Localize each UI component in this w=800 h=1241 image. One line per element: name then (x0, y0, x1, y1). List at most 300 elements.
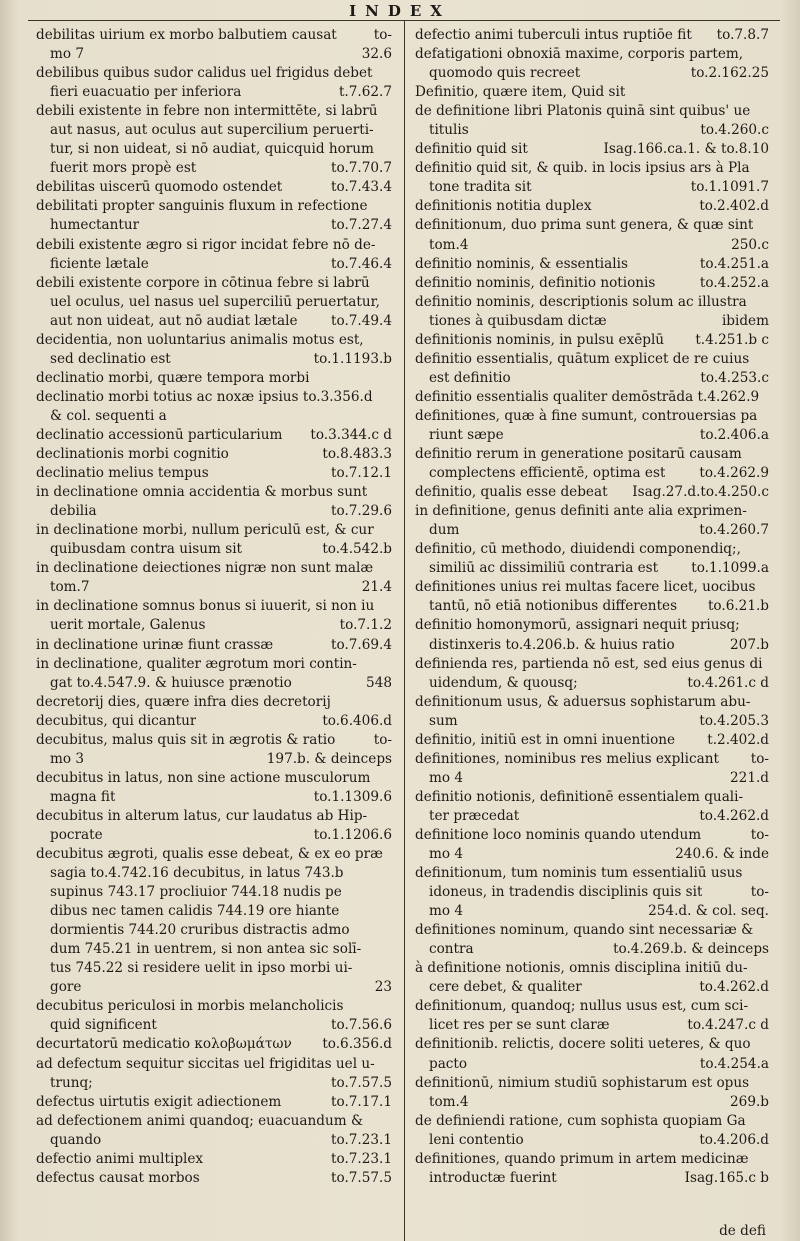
entry-text: definitio nominis, & essentialis (415, 255, 628, 272)
entry-text: definitione loco nominis quando utendum (415, 826, 702, 843)
entry-text: fuerit mors propè est (50, 160, 197, 177)
entry-text: introductæ fuerint (429, 1169, 557, 1186)
index-entry-line (36, 807, 392, 826)
entry-text: declinatio morbi totius ac noxæ ipsius to.3.356.d (36, 388, 373, 405)
index-entry-line (36, 178, 392, 197)
entry-text: mo 4 (429, 769, 464, 786)
entry-text: leni contentio (429, 1131, 524, 1148)
entry-text: definitio quid sit (415, 141, 528, 158)
index-entry-line (415, 197, 769, 216)
entry-text: mo 3 (50, 750, 85, 767)
entry-text: distinxeris to.4.206.b. & huius ratio (429, 636, 675, 653)
entry-text: definitionum, tum nominis tum essentialiū usus (415, 865, 743, 882)
index-entry-line (415, 1016, 769, 1035)
index-entry-line (415, 978, 769, 997)
entry-reference: to.1.1099.a (691, 560, 769, 577)
entry-text: pocrate (50, 826, 103, 843)
entry-reference: to.7.1.2 (339, 617, 392, 634)
entry-reference: to- (373, 731, 392, 748)
entry-reference: to.2.402.d (699, 198, 769, 215)
entry-reference: to.4.206.d (699, 1131, 769, 1148)
entry-text: licet res per se sunt claræ (429, 1017, 610, 1034)
index-entry-line (36, 902, 392, 921)
index-entry-line (415, 331, 769, 350)
index-entry-line (415, 464, 769, 483)
index-entry-line (415, 274, 769, 293)
index-entry-line (36, 731, 392, 750)
index-entry-line (36, 331, 392, 350)
index-entry-line (36, 521, 392, 540)
entry-text: riunt sæpe (429, 426, 504, 443)
index-entry-line (415, 178, 769, 197)
entry-text: defectio animi multiplex (36, 1150, 204, 1167)
entry-text: mo 4 (429, 903, 464, 920)
entry-text: quibusdam contra uisum sit (50, 541, 243, 558)
index-entry-line (415, 578, 769, 597)
entry-text: sum (429, 712, 458, 729)
entry-text: decubitus, malus quis sit in ægrotis & ratio (36, 731, 336, 748)
entry-reference: to- (373, 27, 392, 43)
entry-reference: to.7.8.7 (716, 27, 769, 43)
entry-text: ad defectionem animi quandoq; euacuandum & (36, 1112, 364, 1129)
entry-reference: to.4.262.9 (699, 465, 769, 482)
index-entry-line (36, 959, 392, 978)
index-entry-line (36, 312, 392, 331)
entry-text: debilitas uiscerū quomodo ostendet (36, 179, 283, 196)
entry-reference: to.7.23.1 (331, 1131, 392, 1148)
entry-text: definienda res, partienda nō est, sed eius genus di (415, 655, 763, 672)
entry-reference: to.7.23.1 (331, 1150, 392, 1167)
entry-reference: to.7.49.4 (331, 312, 392, 329)
index-entry-line (415, 636, 769, 655)
index-entry-line (415, 731, 769, 750)
entry-text: definitiones, quando primum in artem medicinæ (415, 1150, 749, 1167)
index-entry-line (36, 636, 392, 655)
entry-reference: to.4.260.7 (699, 522, 769, 539)
index-entry-line (415, 64, 769, 83)
entry-text: humectantur (50, 217, 140, 234)
entry-text: dormientis 744.20 cruribus distractis admo (50, 922, 350, 939)
index-entry-line (415, 350, 769, 369)
index-entry-line (36, 578, 392, 597)
index-entry-line (415, 597, 769, 616)
index-entry-line (36, 502, 392, 521)
index-entry-line (415, 616, 769, 635)
entry-reference: to.4.253.c (700, 369, 769, 386)
index-entry-line (415, 883, 769, 902)
index-entry-line (415, 959, 769, 978)
entry-reference: to- (750, 750, 769, 767)
entry-text: decubitus in latus, non sine actione musculorum (36, 769, 371, 786)
index-entry-line (415, 1131, 769, 1150)
entry-reference: to.1.1193.b (313, 350, 392, 367)
index-entry-line (36, 464, 392, 483)
entry-text: tone tradita sit (429, 179, 532, 196)
index-entry-line (36, 483, 392, 502)
entry-text: magna fit (50, 788, 116, 805)
entry-text: fieri euacuatio per inferiora (50, 84, 242, 101)
entry-text: à definitione notionis, omnis disciplina initiū du- (415, 960, 748, 977)
entry-reference: t.4.251.b c (695, 331, 769, 348)
index-entry-line (36, 788, 392, 807)
entry-reference: to.3.344.c d (310, 426, 392, 443)
index-entry-line (36, 159, 392, 178)
index-entry-line (36, 750, 392, 769)
index-entry-line (415, 1035, 769, 1054)
entry-text: definitio quid sit, & quib. in locis ipsius ars à Pla (415, 160, 750, 177)
running-head: INDEX (349, 2, 451, 20)
index-entry-line (415, 1055, 769, 1074)
entry-text: definitionum usus, & aduersus sophistarum abu- (415, 693, 751, 710)
index-entry-line (36, 293, 392, 312)
index-entry-line (415, 902, 769, 921)
entry-text: tom.4 (429, 236, 469, 253)
index-entry-line (36, 597, 392, 616)
entry-reference: to.7.57.5 (331, 1074, 392, 1091)
entry-text: ter præcedat (429, 807, 520, 824)
index-entry-line (36, 674, 392, 693)
index-entry-line (415, 102, 769, 121)
entry-reference: 240.6. & inde (675, 846, 769, 863)
entry-reference: 197.b. & deinceps (266, 750, 392, 767)
index-entry-line (415, 1169, 769, 1188)
entry-text: & col. sequenti a (50, 407, 167, 424)
entry-text: mo 4 (429, 846, 464, 863)
entry-reference: to.4.254.a (699, 1055, 769, 1072)
entry-text: quomodo quis recreet (429, 65, 581, 82)
index-entry-line (36, 1131, 392, 1150)
entry-reference: to.7.46.4 (331, 255, 392, 272)
index-entry-line (415, 483, 769, 502)
entry-text: definitiones unius rei multas facere licet, uocibus (415, 579, 756, 596)
entry-reference: Isag.27.d.to.4.250.c (632, 484, 769, 501)
index-entry-line (36, 102, 392, 121)
index-entry-line (415, 312, 769, 331)
index-entry-line (36, 1093, 392, 1112)
entry-text: declinatio morbi, quære tempora morbi (36, 369, 310, 386)
index-entry-line (36, 121, 392, 140)
entry-text: definitio rerum in generatione positarū causam (415, 446, 742, 463)
entry-reference: to.4.252.a (699, 274, 769, 291)
entry-text: cere debet, & qualiter (429, 979, 582, 996)
index-entry-line (415, 121, 769, 140)
entry-text: dum (429, 522, 460, 539)
entry-text: definitio essentialis qualiter demōstrāda t.4.262.9 (415, 388, 760, 405)
index-entry-line (415, 655, 769, 674)
entry-reference: to.1.1091.7 (690, 179, 769, 196)
index-entry-line (36, 236, 392, 255)
index-entry-line (36, 1169, 392, 1188)
entry-text: in declinatione deiectiones nigræ non sunt malæ (36, 560, 374, 577)
index-entry-line (415, 997, 769, 1016)
entry-text: tom.4 (429, 1093, 469, 1110)
entry-reference: to.7.43.4 (331, 179, 392, 196)
entry-text: tur, si non uideat, si nō audiat, quicquid horum (50, 141, 374, 158)
index-entry-line (36, 140, 392, 159)
entry-reference: to.6.21.b (707, 598, 769, 615)
entry-reference: to.4.261.c d (687, 674, 769, 691)
index-entry-line (415, 921, 769, 940)
index-entry-line (415, 293, 769, 312)
entry-text: tantū, nō etiā notionibus differentes (429, 598, 678, 615)
entry-text: definitionum, duo prima sunt genera, & quæ sint (415, 217, 754, 234)
index-entry-line (415, 1074, 769, 1093)
index-entry-line (36, 197, 392, 216)
entry-text: decretorij dies, quære infra dies decretorij (36, 693, 331, 710)
left-column (36, 26, 392, 1235)
entry-reference: 221.d (730, 769, 769, 786)
index-entry-line (36, 864, 392, 883)
entry-text: debili existente in febre non intermittēte, si labrū (36, 103, 378, 120)
entry-reference: 32.6 (361, 46, 392, 63)
entry-reference: to.4.260.c (700, 122, 769, 139)
index-entry-line (36, 350, 392, 369)
entry-text: gat to.4.547.9. & huiusce prænotio (50, 674, 292, 691)
entry-text: quando (50, 1131, 102, 1148)
entry-reference: to.4.269.b. & deinceps (613, 941, 769, 958)
entry-text: contra (429, 941, 474, 958)
index-entry-line (415, 255, 769, 274)
entry-reference: 269.b (730, 1093, 769, 1110)
entry-text: in declinatione, qualiter ægrotum mori contin- (36, 655, 357, 672)
index-entry-line (415, 388, 769, 407)
entry-reference: to.1.1309.6 (313, 788, 392, 805)
entry-text: uerit mortale, Galenus (50, 617, 206, 634)
index-entry-line (36, 559, 392, 578)
entry-text: decubitus ægroti, qualis esse debeat, & ex eo præ (36, 846, 383, 863)
index-entry-line (415, 788, 769, 807)
entry-text: tom.7 (50, 579, 90, 596)
entry-text: decubitus in alterum latus, cur laudatus ab Hip- (36, 807, 368, 824)
entry-text: declinationis morbi cognitio (36, 446, 229, 463)
entry-reference: to.7.12.1 (331, 465, 392, 482)
entry-text: decidentia, non uoluntarius animalis motus est, (36, 331, 364, 348)
right-column (415, 26, 769, 1235)
index-entry-line (415, 83, 769, 102)
index-entry-line (36, 655, 392, 674)
entry-text: de definitione libri Platonis quinā sint quibus' ue (415, 103, 751, 120)
index-entry-line (415, 845, 769, 864)
index-entry-line (36, 845, 392, 864)
index-entry-line (36, 978, 392, 997)
entry-reference: to.7.17.1 (331, 1093, 392, 1110)
index-entry-line (415, 45, 769, 64)
index-entry-line (36, 712, 392, 731)
index-entry-line (415, 807, 769, 826)
entry-reference: to.4.205.3 (699, 712, 769, 729)
index-entry-line (415, 216, 769, 235)
entry-text: definitio nominis, descriptionis solum ac illustra (415, 293, 747, 310)
entry-text: declinatio melius tempus (36, 465, 209, 482)
entry-text: definitio notionis, definitionē essentialem quali- (415, 788, 744, 805)
index-entry-line (415, 26, 769, 45)
entry-text: debilitati propter sanguinis fluxum in refectione (36, 198, 368, 215)
entry-text: quid significent (50, 1017, 157, 1034)
index-entry-line (36, 940, 392, 959)
entry-reference: 23 (374, 979, 392, 996)
entry-reference: to.4.251.a (699, 255, 769, 272)
index-entry-line (36, 921, 392, 940)
index-entry-line (415, 445, 769, 464)
index-entry-line (36, 1150, 392, 1169)
entry-text: mo 7 (50, 46, 85, 63)
entry-text: in declinatione morbi, nullum periculū est, & cur (36, 522, 374, 539)
index-entry-line (36, 274, 392, 293)
index-entry-line (415, 940, 769, 959)
entry-reference: to.6.356.d (322, 1036, 392, 1053)
index-entry-line (36, 45, 392, 64)
entry-text: debilitas uirium ex morbo balbutiem causat (36, 27, 337, 43)
entry-text: est definitio (429, 369, 511, 386)
entry-text: definitio nominis, definitio notionis (415, 274, 656, 291)
entry-reference: to.7.29.6 (331, 503, 392, 520)
index-entry-line (415, 559, 769, 578)
index-entry-line (415, 674, 769, 693)
entry-reference: to.4.262.d (699, 807, 769, 824)
entry-text: decubitus periculosi in morbis melancholicis (36, 998, 344, 1015)
entry-reference: t.7.62.7 (338, 84, 392, 101)
index-entry-line (36, 407, 392, 426)
entry-reference: to.1.1206.6 (313, 826, 392, 843)
entry-reference: to.4.247.c d (687, 1017, 769, 1034)
entry-reference: to.8.483.3 (322, 446, 392, 463)
index-entry-line (36, 1112, 392, 1131)
index-entry-line (36, 216, 392, 235)
index-entry-line (36, 445, 392, 464)
entry-text: definitio, initiū est in omni inuentione (415, 731, 676, 748)
entry-text: definitio, cū methodo, diuidendi componendiq;, (415, 541, 741, 558)
entry-reference: Isag.165.c b (684, 1169, 769, 1186)
entry-text: definitio essentialis, quātum explicet de re cuius (415, 350, 750, 367)
entry-text: in declinatione somnus bonus si iuuerit, si non iu (36, 598, 375, 615)
index-entry-line (415, 864, 769, 883)
entry-text: dum 745.21 in uentrem, si non antea sic solī- (50, 941, 362, 958)
entry-text: definitionum, quandoq; nullus usus est, cum sci- (415, 998, 749, 1015)
entry-reference: to.7.57.5 (331, 1169, 392, 1186)
entry-text: debilia (50, 503, 97, 520)
index-entry-line (415, 1112, 769, 1131)
entry-text: debili existente ægro si rigor incidat febre nō de- (36, 236, 376, 253)
entry-text: defatigationi obnoxiā maxime, corporis partem, (415, 46, 744, 63)
index-entry-line (415, 712, 769, 731)
entry-text: idoneus, in tradendis disciplinis quis sit (429, 884, 703, 901)
entry-reference: to.4.262.d (699, 979, 769, 996)
entry-text: dibus nec tamen calidis 744.19 ore hiante (50, 903, 340, 920)
catchword: de defi (719, 1223, 766, 1239)
index-entry-line (415, 750, 769, 769)
entry-text: de definiendi ratione, cum sophista quopiam Ga (415, 1112, 746, 1129)
entry-reference: 250.c (731, 236, 769, 253)
entry-reference: 548 (366, 674, 392, 691)
entry-text: ficiente lætale (50, 255, 149, 272)
index-entry-line (36, 255, 392, 274)
entry-text: aut non uideat, aut nō audiat lætale (50, 312, 298, 329)
entry-text: definitiones, quæ à fine sumunt, controuersias pa (415, 407, 758, 424)
index-entry-line (415, 693, 769, 712)
entry-text: ad defectum sequitur siccitas uel frigiditas uel u- (36, 1055, 375, 1072)
index-entry-line (36, 883, 392, 902)
entry-text: declinatio accessionū particularium (36, 426, 283, 443)
index-entry-line (415, 1093, 769, 1112)
entry-text: sed declinatio est (50, 350, 171, 367)
entry-reference: to.4.542.b (322, 541, 392, 558)
entry-text: pacto (429, 1055, 468, 1072)
entry-text: debilibus quibus sudor calidus uel frigidus debet (36, 65, 373, 82)
index-entry-line (36, 1074, 392, 1093)
entry-reference: to.7.27.4 (331, 217, 392, 234)
index-entry-line (36, 693, 392, 712)
entry-text: defectus uirtutis exigit adiectionem (36, 1093, 282, 1110)
index-entry-line (415, 369, 769, 388)
entry-reference: to.7.56.6 (331, 1017, 392, 1034)
entry-text: uel oculus, uel nasus uel superciliū peruertatur, (50, 293, 380, 310)
entry-text: Definitio, quære item, Quid sit (415, 84, 626, 101)
entry-text: in definitione, genus definiti ante alia exprimen- (415, 503, 747, 520)
entry-text: definitio, qualis esse debeat (415, 484, 608, 501)
index-entry-line (36, 64, 392, 83)
index-entry-line (415, 159, 769, 178)
entry-text: definitionis nominis, in pulsu exēplū (415, 331, 665, 348)
entry-text: debili existente corpore in cōtinua febre si labrū (36, 274, 370, 291)
index-entry-line (415, 1150, 769, 1169)
entry-text: sagia to.4.742.16 decubitus, in latus 743.b (50, 865, 344, 882)
entry-reference: to.6.406.d (322, 712, 392, 729)
entry-text: defectio animi tuberculi intus ruptiōe fit (415, 27, 692, 43)
index-entry-line (36, 769, 392, 788)
index-entry-line (415, 540, 769, 559)
entry-text: gore (50, 979, 82, 996)
entry-text: definitionū, nimium studiū sophistarum est opus (415, 1074, 750, 1091)
entry-text: supinus 743.17 procliuior 744.18 nudis pe (50, 884, 342, 901)
entry-text: definitiones, nominibus res melius explicant (415, 750, 719, 767)
index-entry-line (415, 407, 769, 426)
entry-text: decurtatorū medicatio κολοβωμάτων (36, 1036, 292, 1053)
column-divider (404, 20, 405, 1241)
entry-reference: to.7.70.7 (331, 160, 392, 177)
entry-text: similiū ac dissimiliū contraria est (429, 560, 659, 577)
entry-text: definitio homonymorū, assignari nequit priusq; (415, 617, 740, 634)
entry-reference: to- (750, 884, 769, 901)
entry-reference: 254.d. & col. seq. (648, 903, 769, 920)
entry-text: uidendum, & quousq; (429, 674, 578, 691)
entry-reference: to.2.406.a (699, 426, 769, 443)
entry-reference: to.7.69.4 (331, 636, 392, 653)
entry-text: decubitus, qui dicantur (36, 712, 197, 729)
entry-text: definitiones nominum, quando sint necessariæ & (415, 922, 754, 939)
index-entry-line (36, 426, 392, 445)
index-entry-line (415, 140, 769, 159)
entry-text: trunq; (50, 1074, 93, 1091)
entry-reference: t.2.402.d (707, 731, 769, 748)
entry-reference: 207.b (730, 636, 769, 653)
index-entry-line (36, 997, 392, 1016)
entry-reference: 21.4 (361, 579, 392, 596)
index-entry-line (36, 369, 392, 388)
index-entry-line (36, 388, 392, 407)
entry-text: in declinatione urinæ fiunt crassæ (36, 636, 274, 653)
index-entry-line (36, 540, 392, 559)
index-entry-line (415, 826, 769, 845)
entry-text: tiones à quibusdam dictæ (429, 312, 607, 329)
entry-text: aut nasus, aut oculus aut supercilium peruerti- (50, 122, 374, 139)
entry-reference: ibidem (721, 312, 769, 329)
index-entry-line (36, 1035, 392, 1054)
entry-reference: to- (750, 826, 769, 843)
entry-text: titulis (429, 122, 469, 139)
index-entry-line (36, 83, 392, 102)
index-entry-line (36, 1055, 392, 1074)
index-entry-line (415, 426, 769, 445)
